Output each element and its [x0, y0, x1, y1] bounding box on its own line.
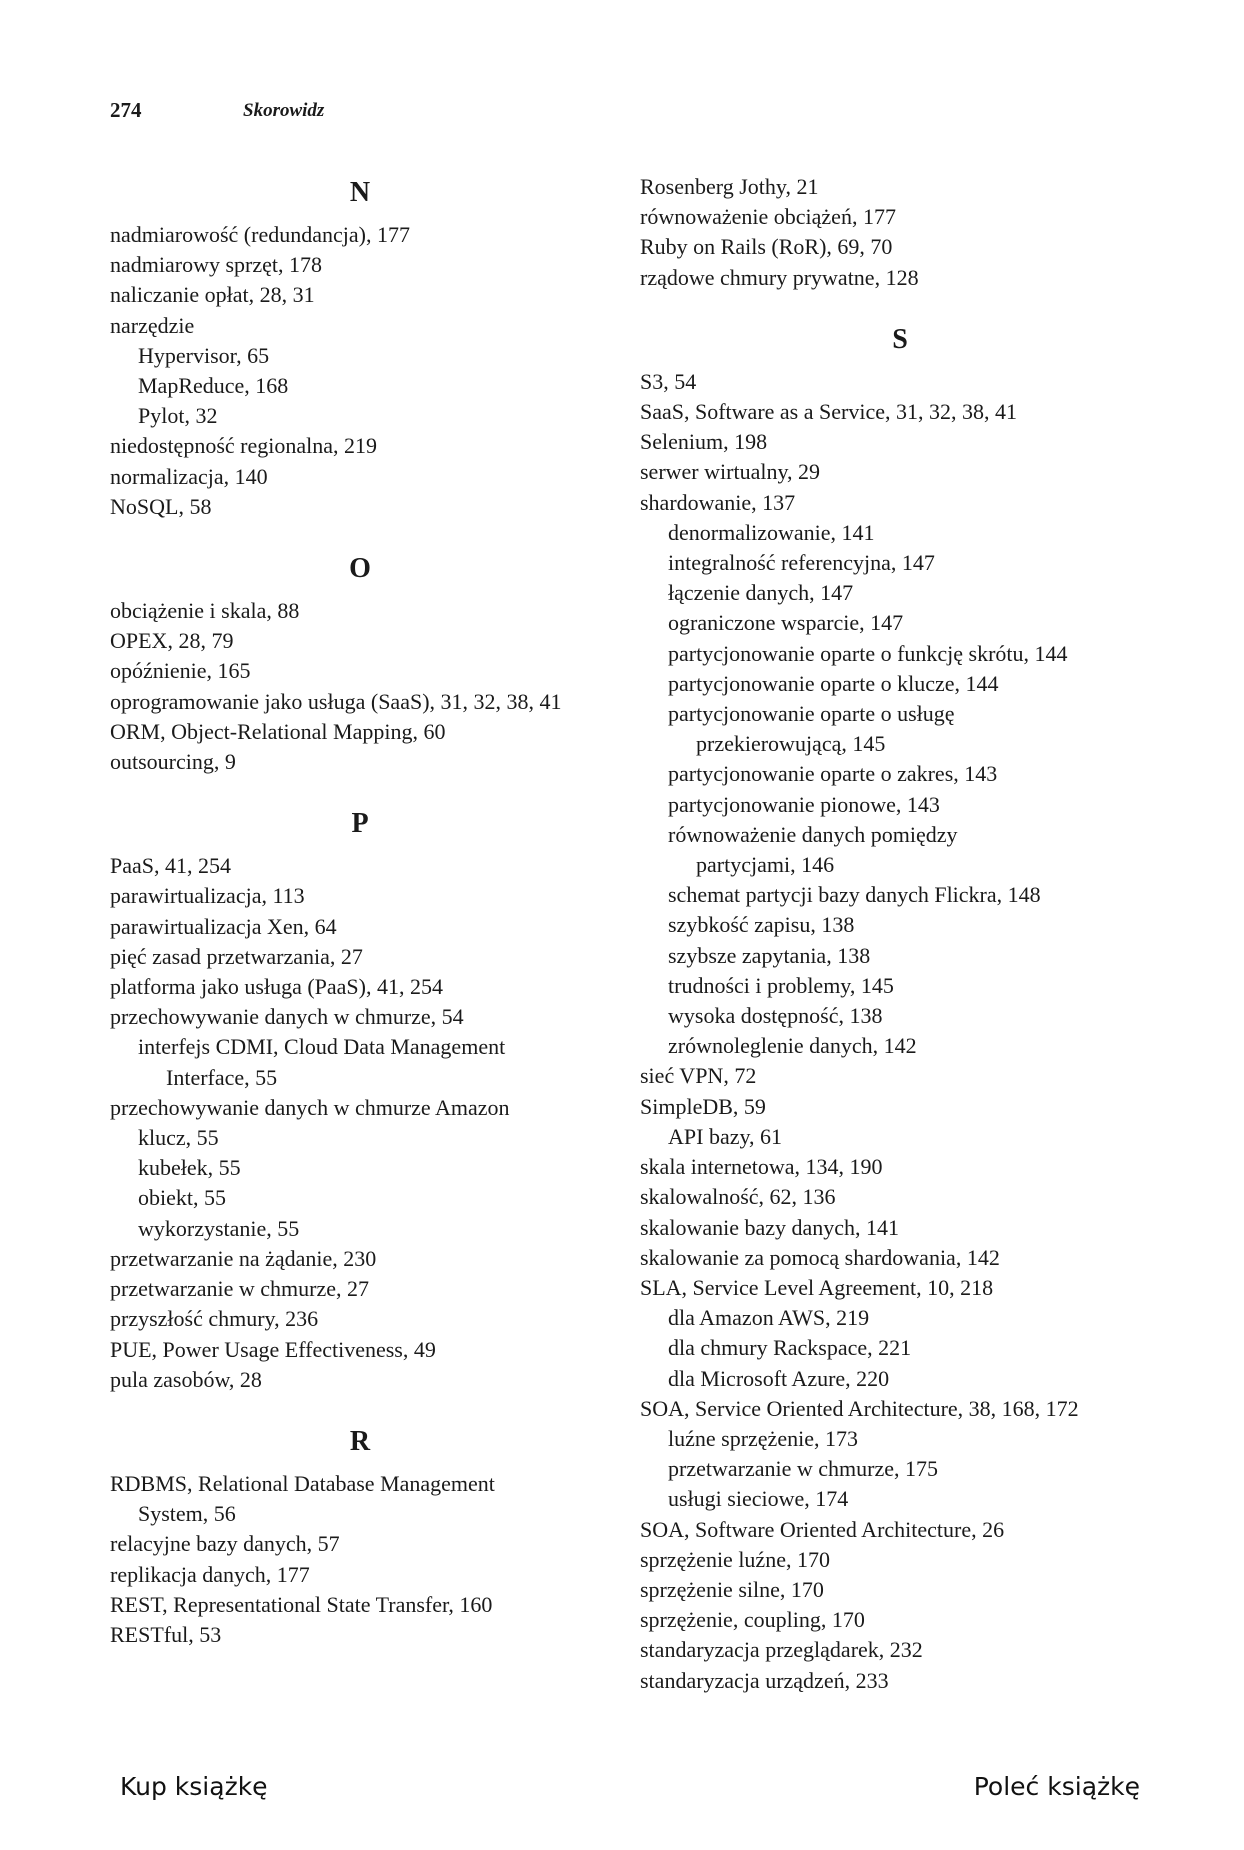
index-entry: normalizacja, 140 [110, 463, 268, 489]
index-entry: standaryzacja urządzeń, 233 [640, 1667, 889, 1693]
index-entry: serwer wirtualny, 29 [640, 459, 821, 485]
index-entry: SOA, Software Oriented Architecture, 26 [640, 1516, 1005, 1542]
index-subentry: API bazy, 61 [668, 1123, 783, 1149]
index-entry: skalowanie bazy danych, 141 [640, 1214, 900, 1240]
recommend-book-link[interactable]: Poleć książkę [973, 1772, 1140, 1801]
index-entry: SOA, Service Oriented Architecture, 38, 168, 172 [640, 1395, 1079, 1421]
index-entry: przetwarzanie w chmurze, 27 [110, 1276, 369, 1302]
index-entry: narzędzie [110, 312, 195, 338]
index-entry: pięć zasad przetwarzania, 27 [110, 943, 363, 969]
index-entry: pula zasobów, 28 [110, 1366, 262, 1392]
index-entry: RDBMS, Relational Database Management [110, 1470, 495, 1496]
index-entry: OPEX, 28, 79 [110, 628, 234, 654]
index-subentry: równoważenie danych pomiędzy [668, 821, 958, 847]
index-entry: REST, Representational State Transfer, 160 [110, 1591, 493, 1617]
index-subentry: MapReduce, 168 [138, 373, 289, 399]
index-entry: S3, 54 [640, 368, 697, 394]
index-entry: skalowanie za pomocą shardowania, 142 [640, 1244, 1000, 1270]
index-subentry: zrównoleglenie danych, 142 [668, 1033, 917, 1059]
index-entry: Rosenberg Jothy, 21 [640, 174, 819, 199]
index-entry: przechowywanie danych w chmurze, 54 [110, 1004, 464, 1030]
index-subentry: przetwarzanie w chmurze, 175 [668, 1456, 938, 1482]
index-entry: przyszłość chmury, 236 [110, 1306, 319, 1332]
index-subentry: trudności i problemy, 145 [668, 972, 894, 998]
index-subentry: przekierowującą, 145 [696, 731, 886, 757]
index-subentry: partycjami, 146 [696, 852, 835, 878]
index-entry: skala internetowa, 134, 190 [640, 1154, 883, 1180]
index-subentry: dla Amazon AWS, 219 [668, 1305, 870, 1331]
index-subentry: interfejs CDMI, Cloud Data Management [138, 1034, 506, 1060]
index-entry: sieć VPN, 72 [640, 1063, 757, 1089]
index-entry: niedostępność regionalna, 219 [110, 433, 377, 459]
index-subentry: partycjonowanie pionowe, 143 [668, 791, 940, 817]
page-number: 274 [110, 98, 142, 122]
index-section [640, 172, 1160, 293]
index-entry: NoSQL, 58 [110, 493, 212, 519]
index-subentry: Interface, 55 [166, 1064, 278, 1090]
index-subentry: partycjonowanie oparte o funkcję skrótu, 144 [668, 640, 1068, 666]
index-subentry: luźne sprzężenie, 173 [668, 1425, 858, 1451]
index-entry: PaaS, 41, 254 [110, 853, 231, 879]
index-entry: sprzężenie, coupling, 170 [640, 1607, 865, 1633]
index-entry: równoważenie obciążeń, 177 [640, 204, 896, 230]
index-section [110, 548, 610, 777]
index-subentry: partycjonowanie oparte o klucze, 144 [668, 670, 999, 696]
index-entry: platforma jako usługa (PaaS), 41, 254 [110, 974, 443, 1000]
index-entry: parawirtualizacja, 113 [110, 883, 305, 909]
index-entry: nadmiarowy sprzęt, 178 [110, 252, 322, 278]
index-subentry: denormalizowanie, 141 [668, 519, 875, 545]
index-subentry: wysoka dostępność, 138 [668, 1003, 883, 1029]
index-subentry: dla chmury Rackspace, 221 [668, 1335, 912, 1361]
index-subentry: usługi sieciowe, 174 [668, 1486, 849, 1512]
index-section [110, 1421, 610, 1650]
index-section [640, 319, 1160, 1696]
index-subentry: Hypervisor, 65 [138, 342, 270, 368]
buy-book-link[interactable]: Kup książkę [120, 1772, 268, 1801]
index-column-right [640, 172, 1160, 1696]
index-entry: Selenium, 198 [640, 429, 768, 455]
index-entry: obciążenie i skala, 88 [110, 598, 300, 624]
index-entry: relacyjne bazy danych, 57 [110, 1531, 340, 1557]
index-entry: PUE, Power Usage Effectiveness, 49 [110, 1336, 436, 1362]
index-subentry: klucz, 55 [138, 1125, 219, 1151]
index-subentry: łączenie danych, 147 [668, 580, 854, 606]
index-entry: SimpleDB, 59 [640, 1093, 766, 1119]
index-subentry: System, 56 [138, 1501, 236, 1527]
index-subentry: schemat partycji bazy danych Flickra, 148 [668, 882, 1041, 908]
index-subentry: partycjonowanie oparte o usługę [668, 701, 955, 727]
index-subentry: ograniczone wsparcie, 147 [668, 610, 904, 636]
index-entry: Ruby on Rails (RoR), 69, 70 [640, 234, 893, 260]
index-entry: naliczanie opłat, 28, 31 [110, 282, 315, 308]
running-title: Skorowidz [243, 100, 325, 121]
index-subentry: wykorzystanie, 55 [138, 1215, 300, 1241]
index-entry: SLA, Service Level Agreement, 10, 218 [640, 1274, 994, 1300]
section-letter: O [349, 553, 371, 585]
index-entry: ORM, Object-Relational Mapping, 60 [110, 718, 446, 744]
index-section [110, 803, 610, 1395]
index-entry: sprzężenie luźne, 170 [640, 1546, 830, 1572]
index-entry: przechowywanie danych w chmurze Amazon [110, 1094, 510, 1120]
index-entry: RESTful, 53 [110, 1621, 222, 1647]
index-entry: nadmiarowość (redundancja), 177 [110, 222, 410, 247]
index-column-left [110, 172, 610, 1650]
index-subentry: dla Microsoft Azure, 220 [668, 1365, 890, 1391]
index-entry: shardowanie, 137 [640, 489, 796, 515]
index-entry: skalowalność, 62, 136 [640, 1184, 836, 1210]
index-entry: replikacja danych, 177 [110, 1561, 310, 1587]
index-entry: outsourcing, 9 [110, 749, 236, 775]
index-entry: opóźnienie, 165 [110, 658, 251, 684]
index-subentry: integralność referencyjna, 147 [668, 550, 935, 576]
index-subentry: Pylot, 32 [138, 403, 218, 429]
index-entry: standaryzacja przeglądarek, 232 [640, 1637, 923, 1663]
section-letter: R [349, 1425, 371, 1457]
section-letter: P [351, 808, 369, 840]
index-entry: parawirtualizacja Xen, 64 [110, 913, 337, 939]
index-subentry: szybkość zapisu, 138 [668, 912, 855, 938]
index-entry: sprzężenie silne, 170 [640, 1576, 824, 1602]
index-subentry: partycjonowanie oparte o zakres, 143 [668, 761, 998, 787]
index-subentry: obiekt, 55 [138, 1185, 226, 1211]
index-section [110, 172, 610, 522]
section-letter: S [892, 323, 908, 355]
index-entry: rządowe chmury prywatne, 128 [640, 264, 919, 290]
index-entry: SaaS, Software as a Service, 31, 32, 38, 41 [640, 399, 1017, 425]
index-entry: przetwarzanie na żądanie, 230 [110, 1245, 377, 1271]
index-entry: oprogramowanie jako usługa (SaaS), 31, 32, 38, 41 [110, 688, 562, 714]
index-subentry: szybsze zapytania, 138 [668, 942, 871, 968]
index-subentry: kubełek, 55 [138, 1155, 241, 1181]
section-letter: N [349, 177, 371, 208]
